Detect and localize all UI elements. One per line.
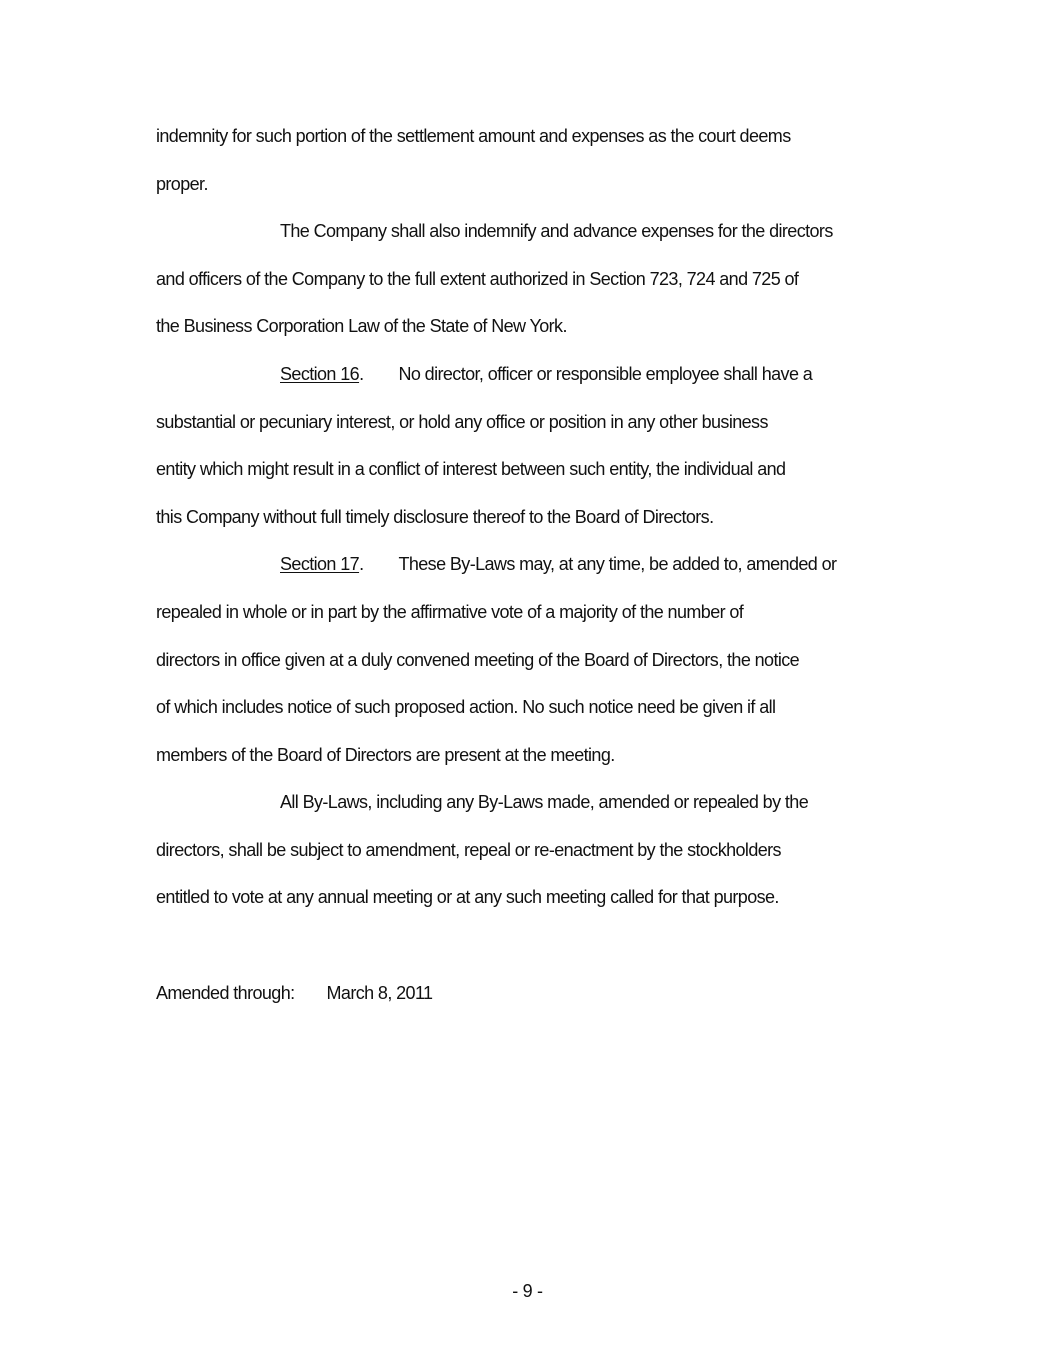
paragraph-line: repealed in whole or in part by the affirmative vote of a majority of the number of: [156, 602, 744, 622]
paragraph-line: directors in office given at a duly convened meeting of the Board of Directors, the notice: [156, 650, 800, 670]
amended-label: Amended through:: [156, 983, 295, 1003]
amended-through-line: [156, 982, 432, 1004]
paragraph-line: All By-Laws, including any By-Laws made, amended or repealed by the: [280, 792, 809, 812]
paragraph-line: entitled to vote at any annual meeting or at any such meeting called for that purpose.: [156, 887, 779, 907]
section-17-first-line-text: These By-Laws may, at any time, be added to, amended or: [398, 554, 837, 574]
section-16-first-line-text: No director, officer or responsible employee shall have a: [398, 364, 813, 384]
paragraph-line: directors, shall be subject to amendment, repeal or re-enactment by the stockholders: [156, 840, 781, 860]
paragraph-line: members of the Board of Directors are present at the meeting.: [156, 745, 615, 765]
paragraph-line: the Business Corporation Law of the State of New York.: [156, 316, 567, 336]
amended-date: March 8, 2011: [326, 983, 433, 1003]
paragraph-line: substantial or pecuniary interest, or hold any office or position in any other business: [156, 412, 768, 432]
paragraph-line: of which includes notice of such proposed action. No such notice need be given if all: [156, 697, 776, 717]
paragraph-line: entity which might result in a conflict of interest between such entity, the individual and: [156, 459, 786, 479]
page-number: - 9 -: [512, 1281, 543, 1301]
section-17-first-line: [280, 553, 836, 575]
paragraph-line: indemnity for such portion of the settlement amount and expenses as the court deems: [156, 126, 791, 146]
paragraph-line: this Company without full timely disclosure thereof to the Board of Directors.: [156, 507, 714, 527]
section-16-heading: Section 16: [280, 364, 360, 384]
heading-period: .: [359, 554, 364, 574]
paragraph-line: and officers of the Company to the full extent authorized in Section 723, 724 and 725 of: [156, 269, 799, 289]
heading-period: .: [359, 364, 364, 384]
section-17-heading: Section 17: [280, 554, 360, 574]
section-16-first-line: [280, 363, 812, 385]
paragraph-line: The Company shall also indemnify and advance expenses for the directors: [280, 221, 833, 241]
paragraph-line: proper.: [156, 174, 208, 194]
